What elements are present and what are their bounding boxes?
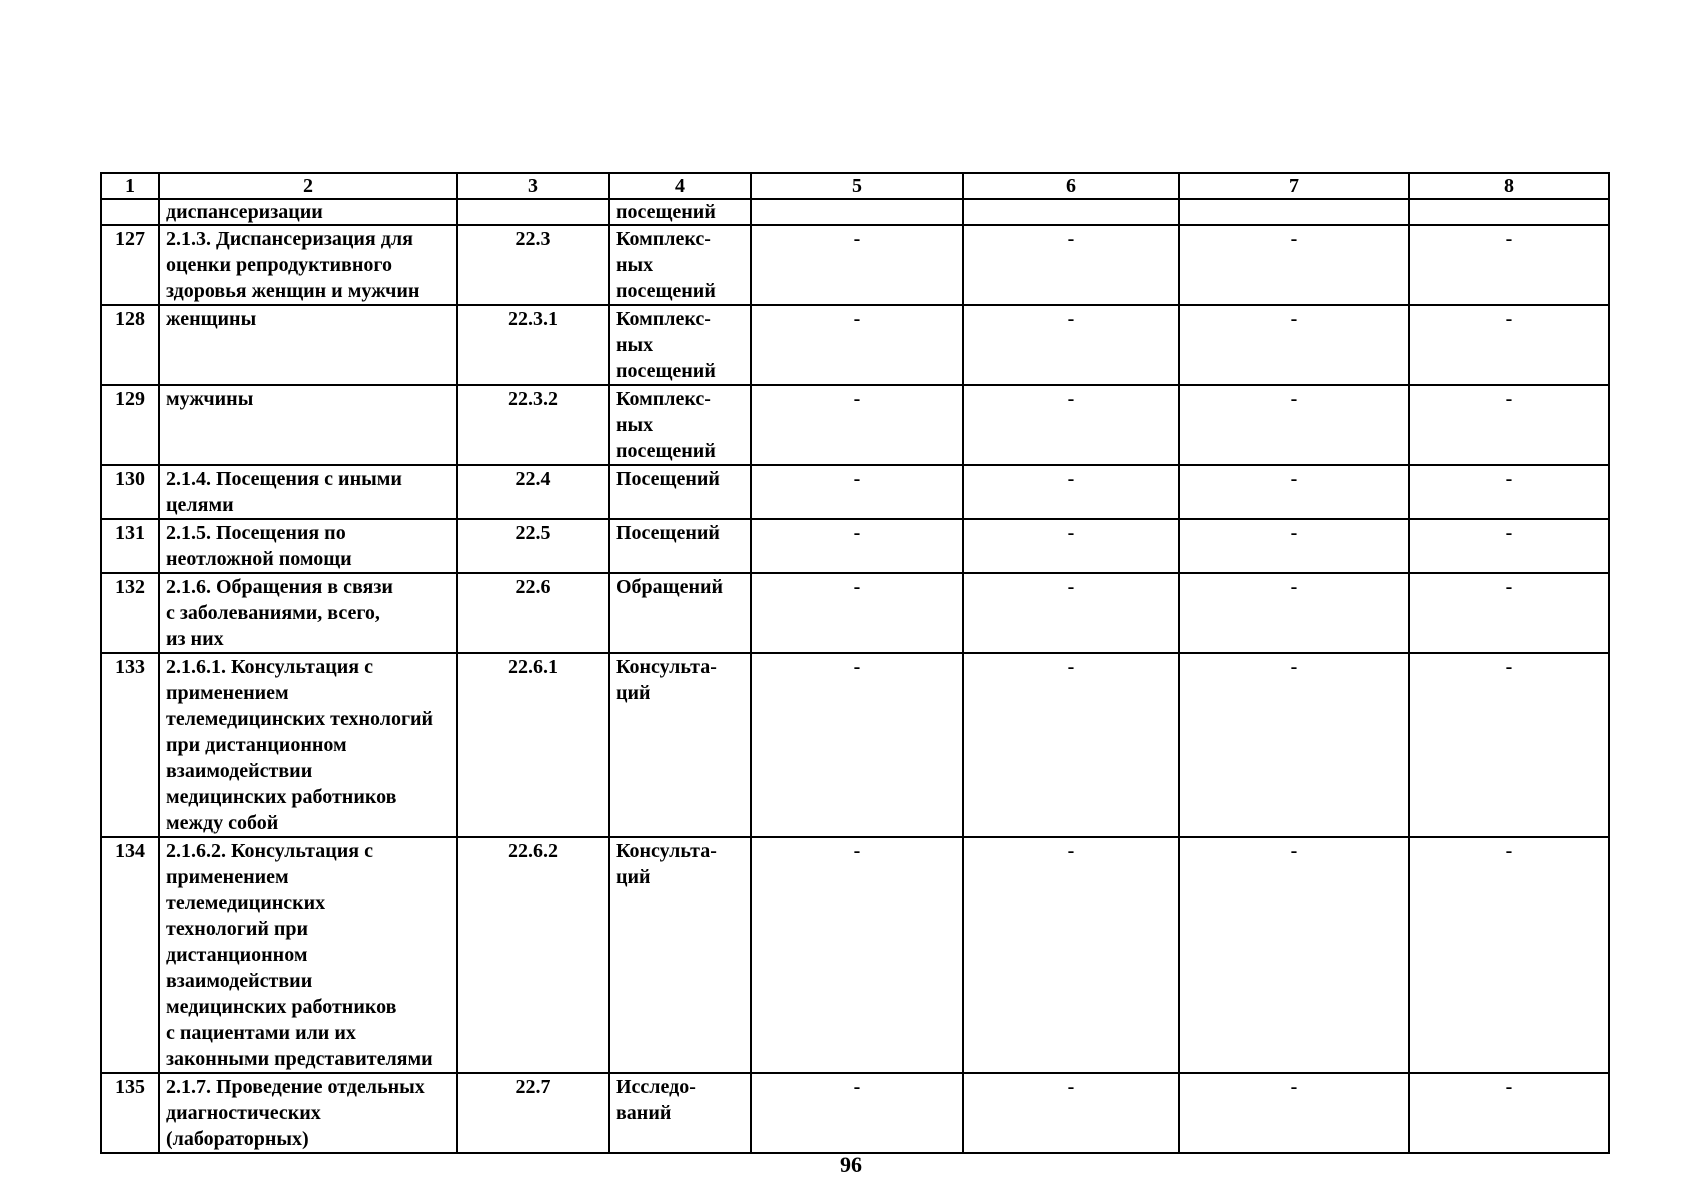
- cell-unit: Комплекс- ных посещений: [609, 305, 751, 385]
- cell-c5: -: [751, 225, 963, 305]
- cell-name: мужчины: [159, 385, 457, 465]
- header-cell-4: 4: [609, 173, 751, 199]
- table-row: [101, 519, 1609, 573]
- cell-unit: Комплекс- ных посещений: [609, 385, 751, 465]
- cell-c7: -: [1179, 519, 1409, 573]
- cell-name: 2.1.5. Посещения по неотложной помощи: [159, 519, 457, 573]
- cell-name: 2.1.4. Посещения с иными целями: [159, 465, 457, 519]
- cell-name: 2.1.6.2. Консультация с применением телемедицинских технологий при дистанционном взаимодействии медицинских работников с пациентами или их законными представителями: [159, 837, 457, 1073]
- cell-code: 22.5: [457, 519, 609, 573]
- continuation-num: [101, 199, 159, 225]
- cell-c5: -: [751, 385, 963, 465]
- continuation-c5: [751, 199, 963, 225]
- cell-unit: Консульта- ций: [609, 837, 751, 1073]
- table-row: [101, 1073, 1609, 1153]
- cell-name: женщины: [159, 305, 457, 385]
- continuation-code: [457, 199, 609, 225]
- table-row: [101, 653, 1609, 837]
- cell-c8: -: [1409, 653, 1609, 837]
- cell-code: 22.3: [457, 225, 609, 305]
- cell-c8: -: [1409, 519, 1609, 573]
- cell-num: 135: [101, 1073, 159, 1153]
- cell-name: 2.1.3. Диспансеризация для оценки репродуктивного здоровья женщин и мужчин: [159, 225, 457, 305]
- cell-c7: -: [1179, 837, 1409, 1073]
- cell-c8: -: [1409, 305, 1609, 385]
- cell-c7: -: [1179, 465, 1409, 519]
- cell-c8: -: [1409, 837, 1609, 1073]
- cell-num: 132: [101, 573, 159, 653]
- cell-code: 22.6.2: [457, 837, 609, 1073]
- cell-c5: -: [751, 1073, 963, 1153]
- cell-name: 2.1.7. Проведение отдельных диагностических (лабораторных): [159, 1073, 457, 1153]
- cell-unit: Консульта- ций: [609, 653, 751, 837]
- cell-c6: -: [963, 225, 1179, 305]
- cell-code: 22.6.1: [457, 653, 609, 837]
- continuation-unit: посещений: [609, 199, 751, 225]
- header-cell-8: 8: [1409, 173, 1609, 199]
- continuation-c7: [1179, 199, 1409, 225]
- header-cell-5: 5: [751, 173, 963, 199]
- cell-unit: Посещений: [609, 519, 751, 573]
- cell-c6: -: [963, 573, 1179, 653]
- cell-c6: -: [963, 305, 1179, 385]
- table-row: [101, 225, 1609, 305]
- continuation-c6: [963, 199, 1179, 225]
- cell-c6: -: [963, 653, 1179, 837]
- cell-num: 127: [101, 225, 159, 305]
- table-row: [101, 837, 1609, 1073]
- cell-unit: Посещений: [609, 465, 751, 519]
- page-number: 96: [840, 1152, 862, 1177]
- header-cell-7: 7: [1179, 173, 1409, 199]
- cell-c7: -: [1179, 1073, 1409, 1153]
- cell-c6: -: [963, 465, 1179, 519]
- data-table: [100, 172, 1610, 1154]
- cell-num: 133: [101, 653, 159, 837]
- table-row: [101, 385, 1609, 465]
- cell-num: 131: [101, 519, 159, 573]
- cell-name: 2.1.6.1. Консультация с применением телемедицинских технологий при дистанционном взаимодействии медицинских работников между собой: [159, 653, 457, 837]
- cell-c7: -: [1179, 573, 1409, 653]
- header-cell-2: 2: [159, 173, 457, 199]
- cell-code: 22.3.2: [457, 385, 609, 465]
- cell-unit: Комплекс- ных посещений: [609, 225, 751, 305]
- cell-num: 128: [101, 305, 159, 385]
- cell-c6: -: [963, 837, 1179, 1073]
- cell-code: 22.6: [457, 573, 609, 653]
- cell-c6: -: [963, 1073, 1179, 1153]
- cell-code: 22.7: [457, 1073, 609, 1153]
- cell-c5: -: [751, 465, 963, 519]
- cell-c8: -: [1409, 1073, 1609, 1153]
- cell-c6: -: [963, 519, 1179, 573]
- cell-c8: -: [1409, 225, 1609, 305]
- cell-unit: Обращений: [609, 573, 751, 653]
- cell-c7: -: [1179, 305, 1409, 385]
- cell-c5: -: [751, 519, 963, 573]
- cell-c8: -: [1409, 385, 1609, 465]
- cell-c8: -: [1409, 465, 1609, 519]
- table-row: [101, 465, 1609, 519]
- table-row: [101, 305, 1609, 385]
- cell-code: 22.4: [457, 465, 609, 519]
- continuation-name: диспансеризации: [159, 199, 457, 225]
- cell-c7: -: [1179, 653, 1409, 837]
- header-cell-1: 1: [101, 173, 159, 199]
- cell-c6: -: [963, 385, 1179, 465]
- cell-name: 2.1.6. Обращения в связи с заболеваниями, всего, из них: [159, 573, 457, 653]
- continuation-row: [101, 199, 1609, 225]
- header-cell-6: 6: [963, 173, 1179, 199]
- table-row: [101, 573, 1609, 653]
- cell-num: 130: [101, 465, 159, 519]
- cell-unit: Исследо- ваний: [609, 1073, 751, 1153]
- header-row: [101, 173, 1609, 199]
- cell-c5: -: [751, 653, 963, 837]
- cell-c5: -: [751, 573, 963, 653]
- cell-code: 22.3.1: [457, 305, 609, 385]
- header-cell-3: 3: [457, 173, 609, 199]
- cell-c5: -: [751, 837, 963, 1073]
- cell-c7: -: [1179, 385, 1409, 465]
- cell-c7: -: [1179, 225, 1409, 305]
- cell-num: 134: [101, 837, 159, 1073]
- cell-c8: -: [1409, 573, 1609, 653]
- continuation-c8: [1409, 199, 1609, 225]
- cell-num: 129: [101, 385, 159, 465]
- cell-c5: -: [751, 305, 963, 385]
